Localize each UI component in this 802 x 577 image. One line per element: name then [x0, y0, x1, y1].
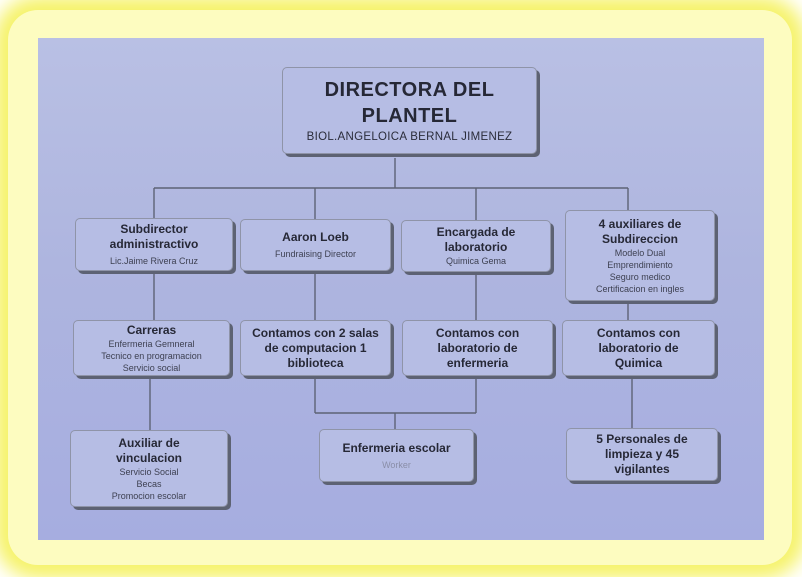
subdirector-title-line2: administractivo: [109, 237, 199, 251]
encargada-name: Quimica Gema: [445, 256, 507, 266]
enfermeria-escolar-box: [319, 429, 474, 482]
encargada-title-line1: Encargada de: [436, 225, 516, 239]
auxiliares-item: Seguro medico: [609, 271, 671, 282]
salas-line1: Contamos con 2 salas: [252, 325, 379, 340]
subdirector-title-line1: Subdirector: [120, 222, 188, 236]
encargada-title-line2: laboratorio: [444, 240, 508, 254]
lab-quimica-line2: laboratorio de: [598, 340, 679, 355]
auxiliares-title-line2: Subdireccion: [601, 231, 678, 246]
vinculacion-title-line2: vinculacion: [115, 450, 183, 465]
salas-computacion-box: [240, 320, 391, 376]
vinculacion-item: Servicio Social: [119, 466, 179, 477]
personal-limpieza-box: [566, 428, 718, 481]
carreras-item: Tecnico en programacion: [101, 350, 202, 361]
subdirector-box: [75, 218, 233, 271]
carreras-box: [73, 320, 230, 376]
lab-quimica-line1: Contamos con: [596, 325, 681, 340]
aaron-loeb-box: [240, 219, 391, 271]
auxiliares-subdireccion-box: [565, 210, 715, 301]
lab-quimica-line3: Quimica: [614, 355, 663, 370]
limpieza-line3: vigilantes: [614, 462, 670, 476]
limpieza-line1: 5 Personales de: [596, 432, 688, 446]
carreras-title: Carreras: [126, 322, 177, 337]
auxiliares-item: Modelo Dual: [614, 247, 666, 258]
limpieza-line2: limpieza y 45: [604, 447, 680, 461]
auxiliares-item: Emprendimiento: [607, 259, 673, 270]
lab-enfermeria-line2: laboratorio de: [437, 340, 518, 355]
vinculacion-title-line1: Auxiliar de: [118, 435, 180, 450]
aaron-loeb-title: Aaron Loeb: [282, 230, 349, 244]
aaron-loeb-role: Fundraising Director: [274, 249, 357, 259]
director-title-line1: DIRECTORA DEL: [324, 78, 495, 101]
enfermeria-escolar-title: Enfermeria escolar: [342, 440, 451, 455]
salas-line3: biblioteca: [287, 355, 344, 370]
laboratorio-quimica-box: [562, 320, 715, 376]
org-chart-sheet: [38, 38, 764, 540]
auxiliares-title-line1: 4 auxiliares de: [598, 216, 682, 231]
subdirector-name: Lic.Jaime Rivera Cruz: [109, 256, 199, 266]
director-box: [282, 67, 537, 154]
salas-line2: de computacion 1: [264, 340, 367, 355]
lab-enfermeria-line3: enfermeria: [446, 355, 509, 370]
enfermeria-escolar-role: Worker: [382, 459, 411, 470]
director-name: BIOL.ANGELOICA BERNAL JIMENEZ: [306, 130, 513, 143]
vinculacion-item: Becas: [136, 478, 162, 489]
auxiliar-vinculacion-box: [70, 430, 228, 507]
encargada-laboratorio-box: [401, 220, 551, 272]
vinculacion-item: Promocion escolar: [111, 490, 187, 501]
lab-enfermeria-line1: Contamos con: [435, 325, 520, 340]
carreras-item: Servicio social: [122, 362, 181, 373]
director-title-line2: PLANTEL: [361, 104, 458, 127]
carreras-item: Enfermeria Gemneral: [108, 338, 195, 349]
laboratorio-enfermeria-box: [402, 320, 553, 376]
auxiliares-item: Certificacion en ingles: [595, 283, 685, 294]
